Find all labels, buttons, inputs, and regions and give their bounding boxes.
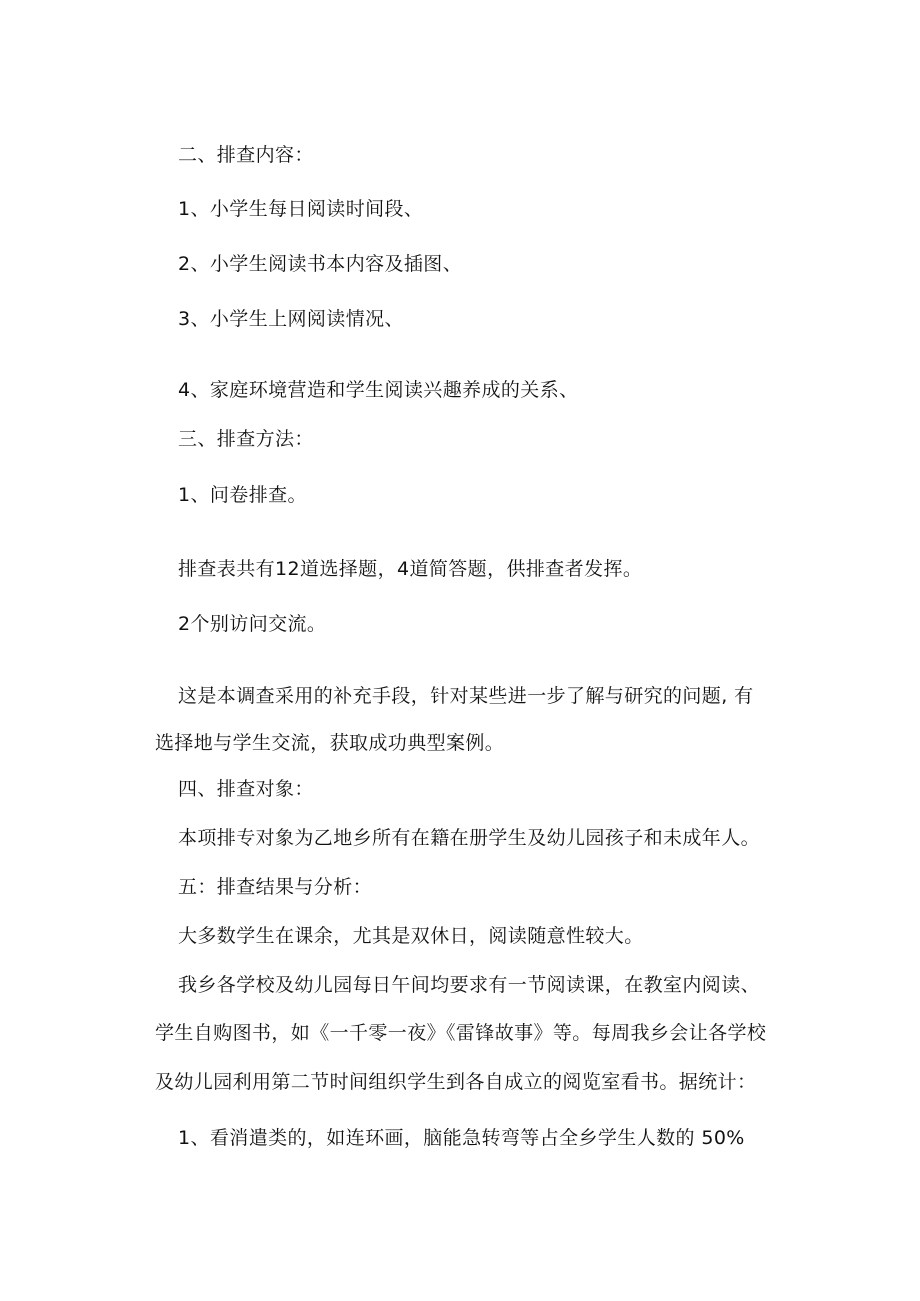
list-item: 2、小学生阅读书本内容及插图、	[178, 253, 463, 275]
list-item: 1、看消遣类的，如连环画，脑能急转弯等占全乡学生人数的 50%	[178, 1127, 745, 1149]
paragraph-continuation: 选择地与学生交流，获取成功典型案例。	[155, 732, 505, 754]
list-item: 1、小学生每日阅读时间段、	[178, 198, 424, 220]
section-heading-3: 三、排查方法：	[178, 428, 314, 450]
section-heading-4: 四、排查对象：	[178, 778, 314, 800]
paragraph: 这是本调查采用的补充手段，针对某些进一步了解与研究的问题, 有	[178, 685, 754, 707]
list-item: 4、家庭环境营造和学生阅读兴趣养成的关系、	[178, 379, 579, 401]
paragraph: 我乡各学校及幼儿园每日午间均要求有一节阅读课，在教室内阅读、	[178, 974, 761, 996]
paragraph: 本项排专对象为乙地乡所有在籍在册学生及幼儿园孩子和未成年人。	[178, 827, 761, 849]
list-item: 1、问卷排查。	[178, 484, 307, 506]
paragraph-continuation: 及幼儿园利用第二节时间组织学生到各自成立的阅览室看书。据统计：	[155, 1071, 757, 1093]
section-heading-5: 五：排查结果与分析：	[178, 876, 373, 898]
paragraph: 大多数学生在课余，尤其是双休日，阅读随意性较大。	[178, 925, 644, 947]
paragraph-continuation: 学生自购图书，如《一千零一夜》《雷锋故事》等。每周我乡会让各学校	[155, 1022, 767, 1044]
list-item: 3、小学生上网阅读情况、	[178, 308, 404, 330]
section-heading-2: 二、排查内容：	[178, 144, 314, 166]
paragraph: 2个别访问交流。	[178, 613, 327, 635]
paragraph: 排查表共有12道选择题，4道简答题，供排查者发挥。	[178, 558, 643, 580]
